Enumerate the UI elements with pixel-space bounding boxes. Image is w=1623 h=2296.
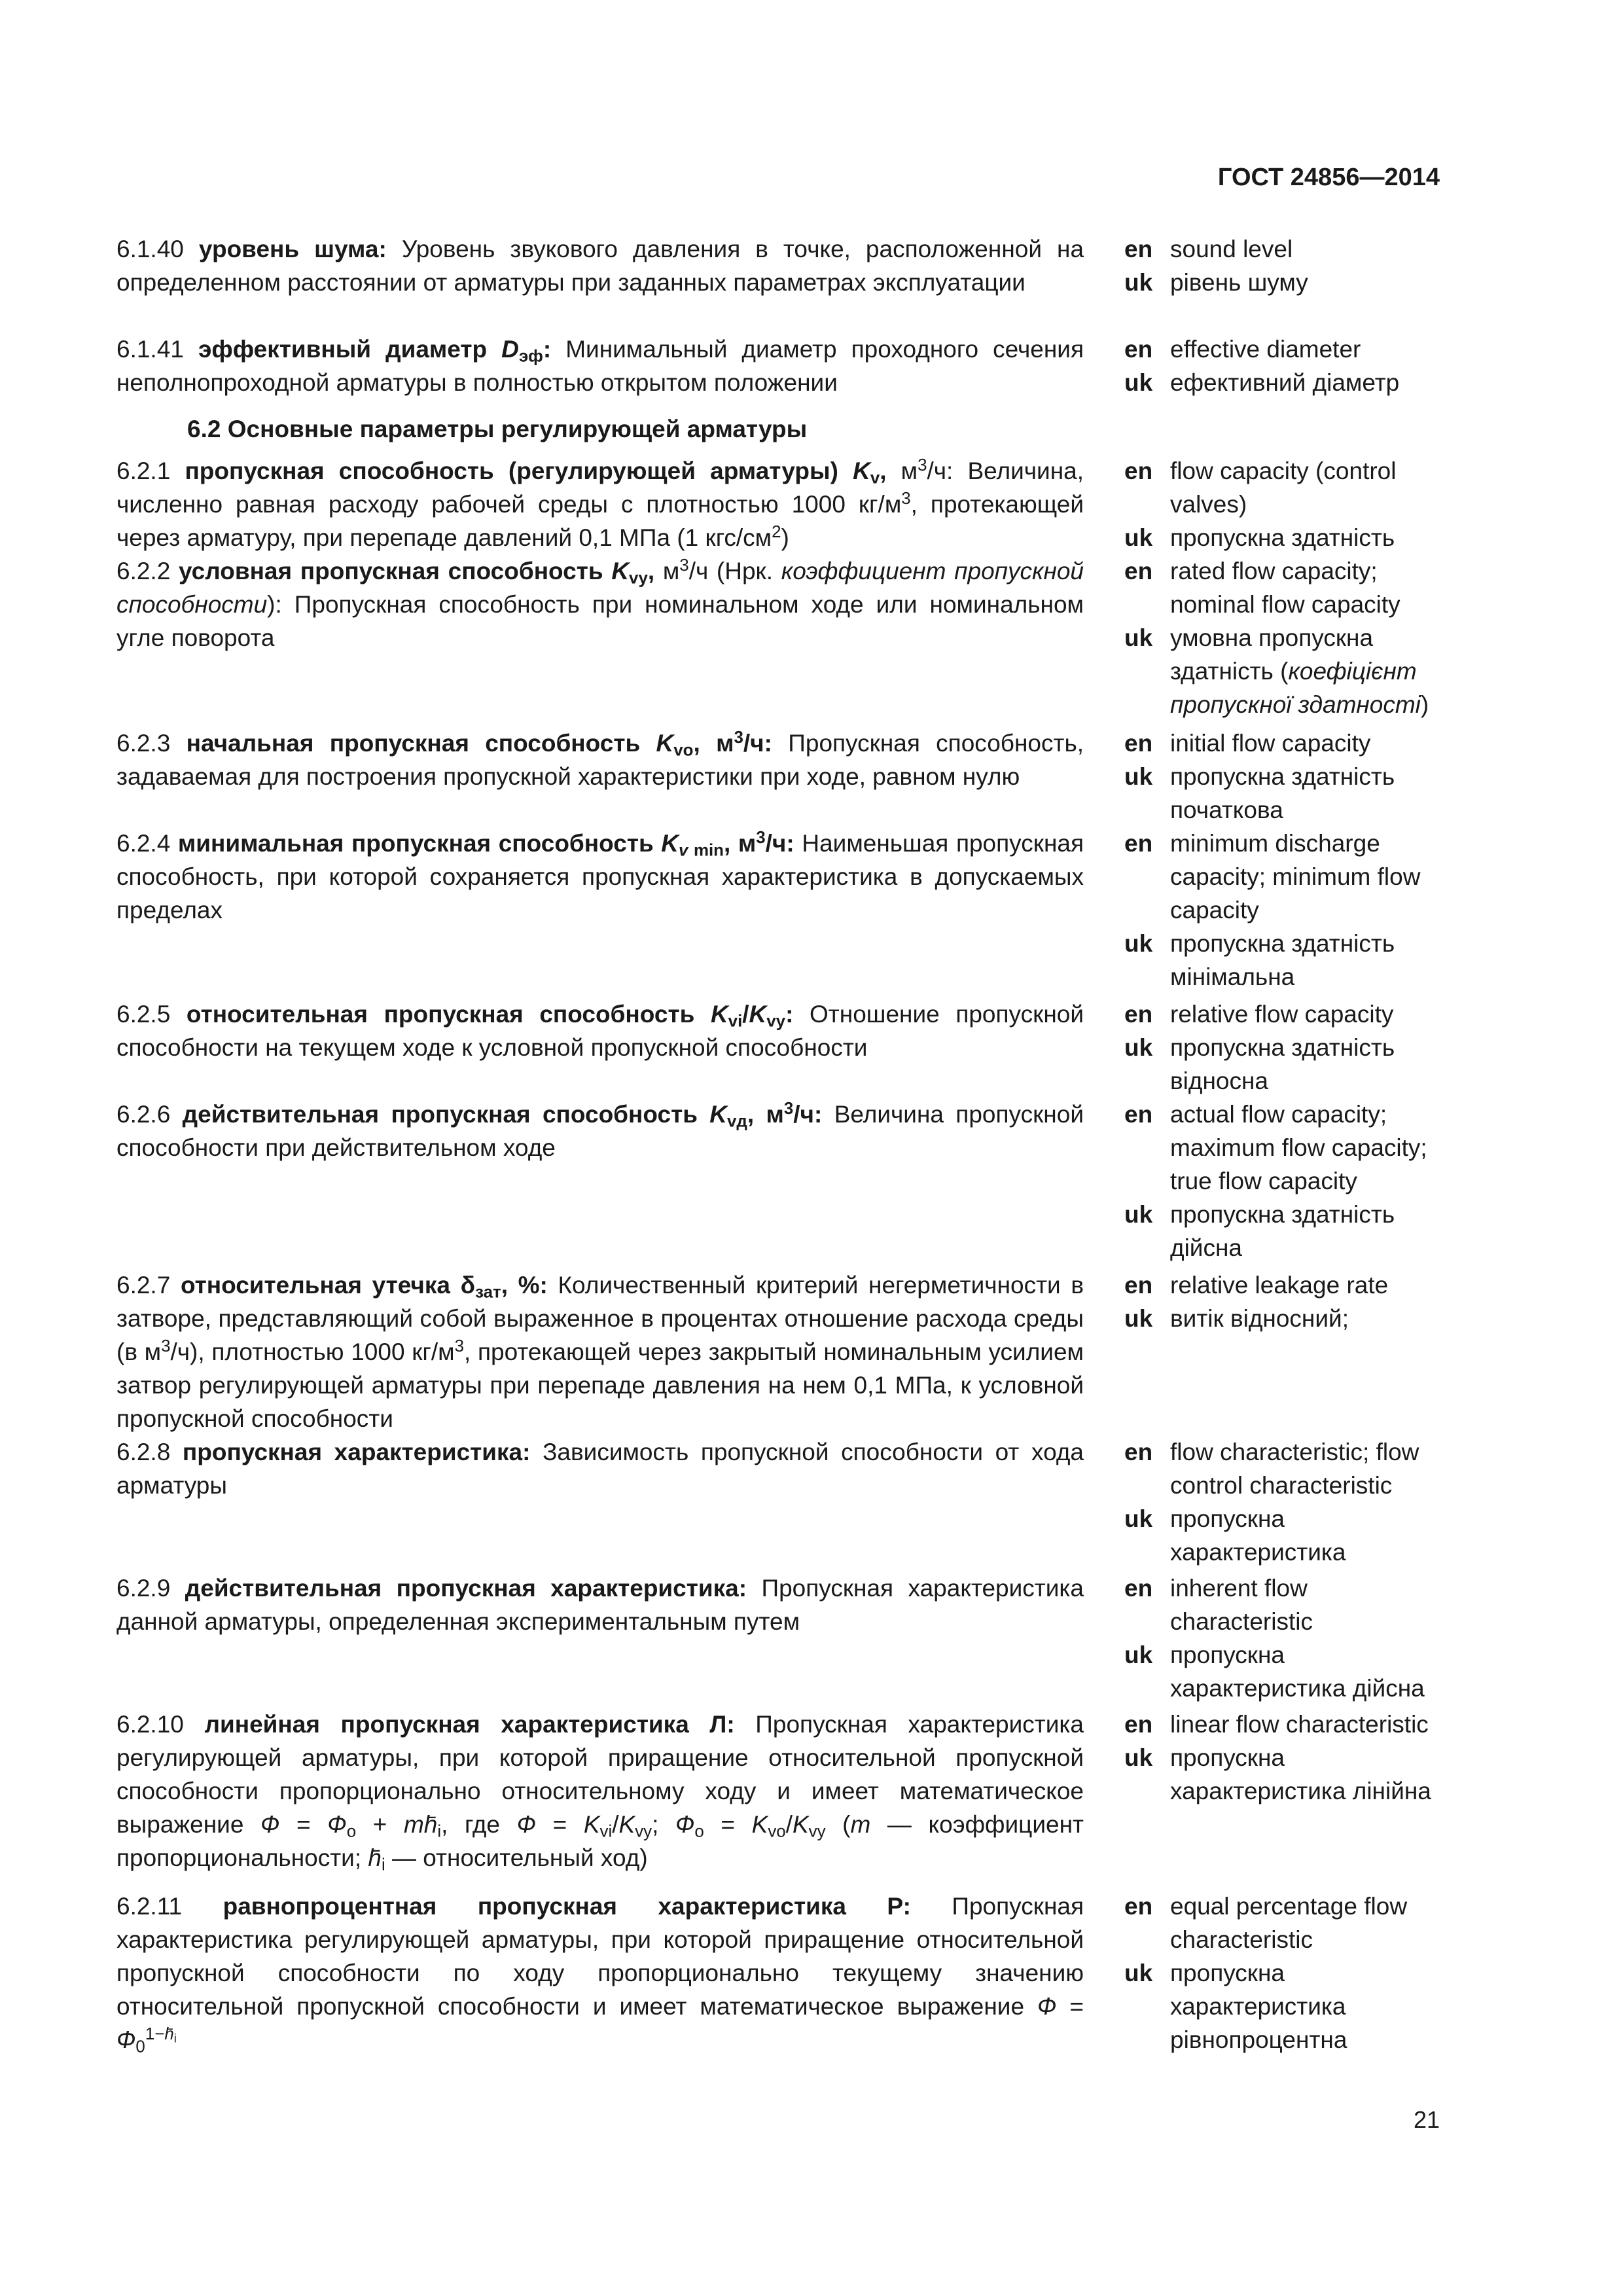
entry-definition: 6.2.6 действительная пропускная способность $K_{vд}$, $м^3/ч$: Величина пропускной способности при действительном ходе [116,1100,1084,1161]
term-equivalent: initial flow capacity [1170,730,1371,757]
term-row-en [1124,554,1452,621]
language-code: en [1124,1272,1153,1299]
entry-terms [1124,726,1452,827]
language-code: en [1124,1101,1153,1128]
entry-6-2-1 [116,454,1452,554]
language-code: en [1124,1711,1153,1738]
language-code: en [1124,336,1153,363]
language-code: uk [1124,269,1153,296]
entry-definition: 6.2.10 линейная пропускная характеристика Л: Пропускная характеристика регулирующей арматуры, при которой приращение относительной пропускной способности пропорционально относительному ходу и имеет математическое выражение $Ф = Ф_о$ + $mh̄_i$, где $Ф = K_{vi}/K_{vy}$; $Ф_о = K_{vo}/K_{vy}$ (m — коэффициент пропорциональности; $h̄_i$ — относительный ход) [116,1711,1084,1874]
term-equivalent: рівень шуму [1170,269,1308,296]
entry-terms [1124,1098,1452,1265]
language-code: en [1124,1001,1153,1028]
term-equivalent: flow characteristic; flow control characteristic [1170,1439,1419,1499]
entry-6-2-10 [116,1708,1452,1874]
entry-terms [1124,1890,1452,2056]
entry-6-2-5 [116,997,1452,1098]
term-equivalent: inherent flow characteristic [1170,1575,1313,1635]
term-row-uk [1124,621,1452,721]
entry-6-2-4 [116,827,1452,994]
term-row-en [1124,1571,1452,1638]
term-row-uk [1124,1198,1452,1265]
entry-terms [1124,232,1452,299]
entry-terms [1124,1571,1452,1705]
term-equivalent: пропускна здатність відносна [1170,1034,1395,1094]
language-code: en [1124,730,1153,757]
entry-terms [1124,1435,1452,1569]
term-row-en [1124,1708,1452,1741]
entry-definition: 6.2.3 начальная пропускная способность $K_{vo}$, $м^3/ч$: Пропускная способность, задаваемая для построения пропускной характеристики при ходе, равном нулю [116,728,1084,790]
term-row-uk [1124,1302,1452,1335]
term-equivalent: linear flow characteristic [1170,1711,1429,1738]
language-code: uk [1124,763,1153,790]
term-equivalent: пропускна характеристика дійсна [1170,1641,1425,1702]
term-equivalent: rated flow capacity; nominal flow capacity [1170,558,1400,618]
term-row-en [1124,332,1452,366]
term-equivalent: flow capacity (control valves) [1170,457,1397,518]
term-row-uk [1124,366,1452,399]
language-code: uk [1124,1641,1153,1668]
language-code: uk [1124,1201,1153,1228]
term-row-en [1124,827,1452,927]
term-equivalent: relative leakage rate [1170,1272,1389,1299]
term-row-uk [1124,927,1452,994]
entry-terms [1124,554,1452,721]
entry-definition: 6.1.40 уровень шума: Уровень звукового давления в точке, расположенной на определенном расстоянии от арматуры при заданных параметрах эксплуатации [116,236,1084,296]
language-code: uk [1124,369,1153,396]
language-code: en [1124,1439,1153,1465]
term-row-en [1124,1098,1452,1198]
term-equivalent: effective diameter [1170,336,1361,363]
entry-6-2-3 [116,726,1452,827]
entry-definition: 6.2.11 равнопроцентная пропускная характеристика Р: Пропускная характеристика регулирующей арматуры, при которой приращение относительной пропускной способности по ходу пропорционально текущему значению относительной пропускной способности и имеет математическое выражение $Ф = Ф_0^{1-h̄_i}$ [116,1893,1084,2056]
entry-6-2-2 [116,554,1452,721]
entry-definition: 6.2.4 минимальная пропускная способность $K_{v min}$, $м^3/ч$: Наименьшая пропускная способность, при которой сохраняется пропускная характеристика в допускаемых пределах [116,829,1084,924]
language-code: en [1124,457,1153,484]
entry-definition: 6.2.1 пропускная способность (регулирующей арматуры) $K_v$, $м^3/ч$: Величина, численно равная расходу рабочей среды с плотностью 1000 $кг/м^3$, протекающей через арматуру, при перепаде давлений 0,1 МПа (1 кгс/$см^2$) [116,456,1084,551]
entry-6-1-41 [116,332,1452,399]
document-header: ГОСТ 24856—2014 [1217,164,1440,191]
term-row-en [1124,1435,1452,1502]
term-row-en [1124,454,1452,521]
language-code: en [1124,1575,1153,1602]
language-code: uk [1124,1505,1153,1532]
term-equivalent: actual flow capacity; maximum flow capacity; true flow capacity [1170,1101,1427,1194]
language-code: uk [1124,524,1153,551]
term-row-uk [1124,1031,1452,1098]
term-equivalent: minimum discharge capacity; minimum flow capacity [1170,830,1421,924]
term-row-uk [1124,1741,1452,1808]
term-row-en [1124,1268,1452,1302]
term-equivalent: пропускна здатність [1170,524,1395,551]
term-equivalent: ефективний діаметр [1170,369,1400,396]
entry-definition: 6.2.2 условная пропускная способность $K_{vy}$, $м^3/ч$ (Нрк. коэффициент пропускной способности): Пропускная способность при номинальном ходе или номинальном угле поворота [116,556,1084,651]
term-row-uk [1124,1502,1452,1569]
term-equivalent: витік відносний; [1170,1305,1349,1332]
entry-terms [1124,997,1452,1098]
term-row-uk [1124,1638,1452,1705]
language-code: en [1124,558,1153,584]
entry-6-2-9 [116,1571,1452,1705]
term-row-en [1124,232,1452,266]
language-code: uk [1124,624,1153,651]
language-code: uk [1124,1305,1153,1332]
term-row-en [1124,1890,1452,1956]
entry-definition: 6.1.41 эффективный диаметр $D_{эф}$: Минимальный диаметр проходного сечения неполнопроходной арматуры в полностью открытом положении [116,336,1084,396]
term-equivalent: пропускна характеристика [1170,1505,1346,1566]
term-equivalent: relative flow capacity [1170,1001,1394,1028]
term-equivalent: sound level [1170,236,1293,262]
language-code: en [1124,1893,1153,1920]
term-equivalent: пропускна здатність дійсна [1170,1201,1395,1261]
entry-terms [1124,454,1452,554]
entry-definition: 6.2.5 относительная пропускная способность $K_{vi}/K_{vy}$: Отношение пропускной способности на текущем ходе к условной пропускной способности [116,1001,1084,1061]
entry-6-1-40 [116,232,1452,299]
entry-definition: 6.2.8 пропускная характеристика: Зависимость пропускной способности от хода арматуры [116,1439,1084,1499]
entry-terms [1124,1708,1452,1874]
entry-6-2-6 [116,1098,1452,1265]
language-code: uk [1124,1960,1153,1986]
entry-6-2-7 [116,1268,1452,1435]
term-row-uk [1124,1956,1452,2056]
term-equivalent: пропускна характеристика рівнопроцентна [1170,1960,1347,2053]
entry-definition: 6.2.7 относительная утечка $\delta_{зат}$, %: Количественный критерий негерметичности в затворе, представляющий собой выраженное в процентах отношение расхода среды (в $м^3/ч$), плотностью 1000 $кг/м^3$, протекающей через закрытый номинальным усилием затвор регулирующей арматуры при перепаде давления на нем 0,1 МПа, к условной пропускной способности [116,1272,1084,1432]
entry-6-2-11 [116,1890,1452,2056]
entry-definition: 6.2.9 действительная пропускная характеристика: Пропускная характеристика данной арматуры, определенная экспериментальным путем [116,1575,1084,1635]
language-code: uk [1124,1744,1153,1771]
language-code: uk [1124,930,1153,957]
language-code: en [1124,236,1153,262]
entry-6-2-8 [116,1435,1452,1569]
term-row-uk [1124,760,1452,827]
entry-terms [1124,332,1452,399]
language-code: uk [1124,1034,1153,1061]
entry-terms [1124,1268,1452,1435]
section-heading: 6.2 Основные параметры регулирующей арматуры [187,416,808,442]
term-equivalent: пропускна здатність мінімальна [1170,930,1395,990]
term-row-en [1124,997,1452,1031]
term-equivalent: пропускна характеристика лінійна [1170,1744,1431,1804]
language-code: en [1124,830,1153,857]
term-row-uk [1124,266,1452,299]
term-row-en [1124,726,1452,760]
term-equivalent: пропускна здатність початкова [1170,763,1395,823]
term-row-uk [1124,521,1452,554]
term-equivalent: equal percentage flow characteristic [1170,1893,1408,1953]
entry-terms [1124,827,1452,994]
term-equivalent: умовна пропускна здатність (коефіцієнт пропускної здатності) [1170,624,1429,718]
page-number: 21 [1413,2106,1440,2133]
